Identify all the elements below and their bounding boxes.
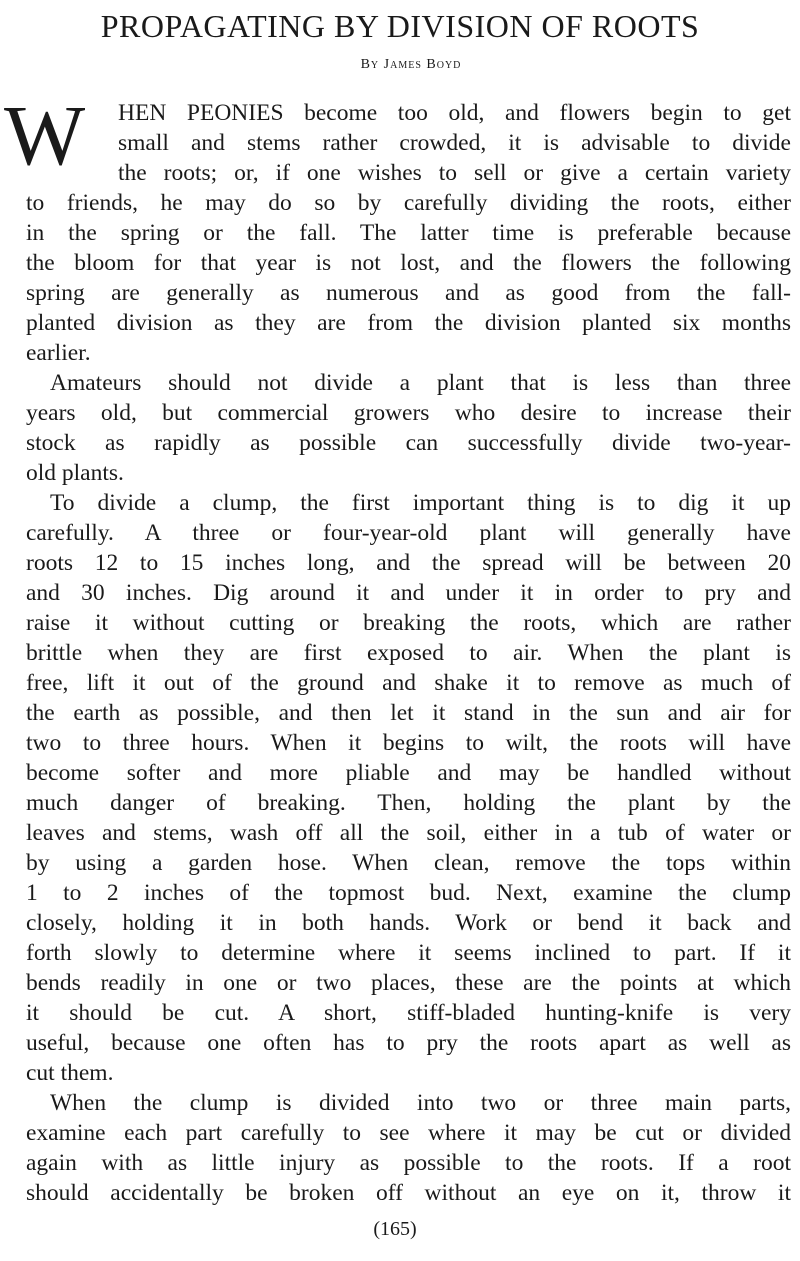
paragraph-start-line: When the clump is divided into two or three main parts,	[50, 1090, 791, 1116]
page-number: (165)	[373, 1218, 417, 1240]
text-line: to friends, he may do so by carefully dividing the roots, either	[26, 190, 791, 216]
paragraph-start-line: Amateurs should not divide a plant that is less than three	[50, 370, 791, 396]
text-line: 1 to 2 inches of the topmost bud. Next, examine the clump	[26, 880, 791, 906]
text-line: free, lift it out of the ground and shake it to remove as much of	[26, 670, 791, 696]
text-line: small and stems rather crowded, it is advisable to divide	[118, 130, 791, 156]
text-line: planted division as they are from the division planted six months	[26, 310, 791, 336]
text-line: in the spring or the fall. The latter time is preferable because	[26, 220, 791, 246]
text-line: much danger of breaking. Then, holding the plant by the	[26, 790, 791, 816]
text-line: HEN PEONIES become too old, and flowers begin to get	[118, 100, 791, 126]
text-line: again with as little injury as possible to the roots. If a root	[26, 1150, 791, 1176]
text-line: closely, holding it in both hands. Work or bend it back and	[26, 910, 791, 936]
paragraph-start-line: To divide a clump, the first important thing is to dig it up	[50, 490, 791, 516]
text-line: it should be cut. A short, stiff-bladed hunting-knife is very	[26, 1000, 791, 1026]
text-line: two to three hours. When it begins to wilt, the roots will have	[26, 730, 791, 756]
text-line: earlier.	[26, 340, 91, 366]
text-line: the earth as possible, and then let it stand in the sun and air for	[26, 700, 791, 726]
text-line: years old, but commercial growers who desire to increase their	[26, 400, 791, 426]
text-line: carefully. A three or four-year-old plant will generally have	[26, 520, 791, 546]
text-line: become softer and more pliable and may be handled without	[26, 760, 791, 786]
text-line: old plants.	[26, 460, 124, 486]
drop-cap: W	[4, 87, 86, 183]
text-line: raise it without cutting or breaking the roots, which are rather	[26, 610, 791, 636]
text-line: roots 12 to 15 inches long, and the spread will be between 20	[26, 550, 791, 576]
article-title: PROPAGATING BY DIVISION OF ROOTS	[100, 8, 700, 44]
text-line: examine each part carefully to see where it may be cut or divided	[26, 1120, 791, 1146]
byline: By James Boyd	[360, 57, 462, 72]
text-line: stock as rapidly as possible can successfully divide two-year-	[26, 430, 791, 456]
text-line: spring are generally as numerous and as good from the fall-	[26, 280, 791, 306]
text-line: cut them.	[26, 1060, 114, 1086]
text-line: forth slowly to determine where it seems inclined to part. If it	[26, 940, 791, 966]
text-line: and 30 inches. Dig around it and under it in order to pry and	[26, 580, 791, 606]
text-line: brittle when they are first exposed to air. When the plant is	[26, 640, 791, 666]
text-line: leaves and stems, wash off all the soil, either in a tub of water or	[26, 820, 791, 846]
text-line: by using a garden hose. When clean, remove the tops within	[26, 850, 791, 876]
text-line: useful, because one often has to pry the roots apart as well as	[26, 1030, 791, 1056]
text-line: the roots; or, if one wishes to sell or give a certain variety	[118, 160, 791, 186]
text-line: should accidentally be broken off without an eye on it, throw it	[26, 1180, 791, 1206]
text-line: the bloom for that year is not lost, and the flowers the following	[26, 250, 791, 276]
text-line: bends readily in one or two places, these are the points at which	[26, 970, 791, 996]
article-body	[26, 98, 791, 1208]
